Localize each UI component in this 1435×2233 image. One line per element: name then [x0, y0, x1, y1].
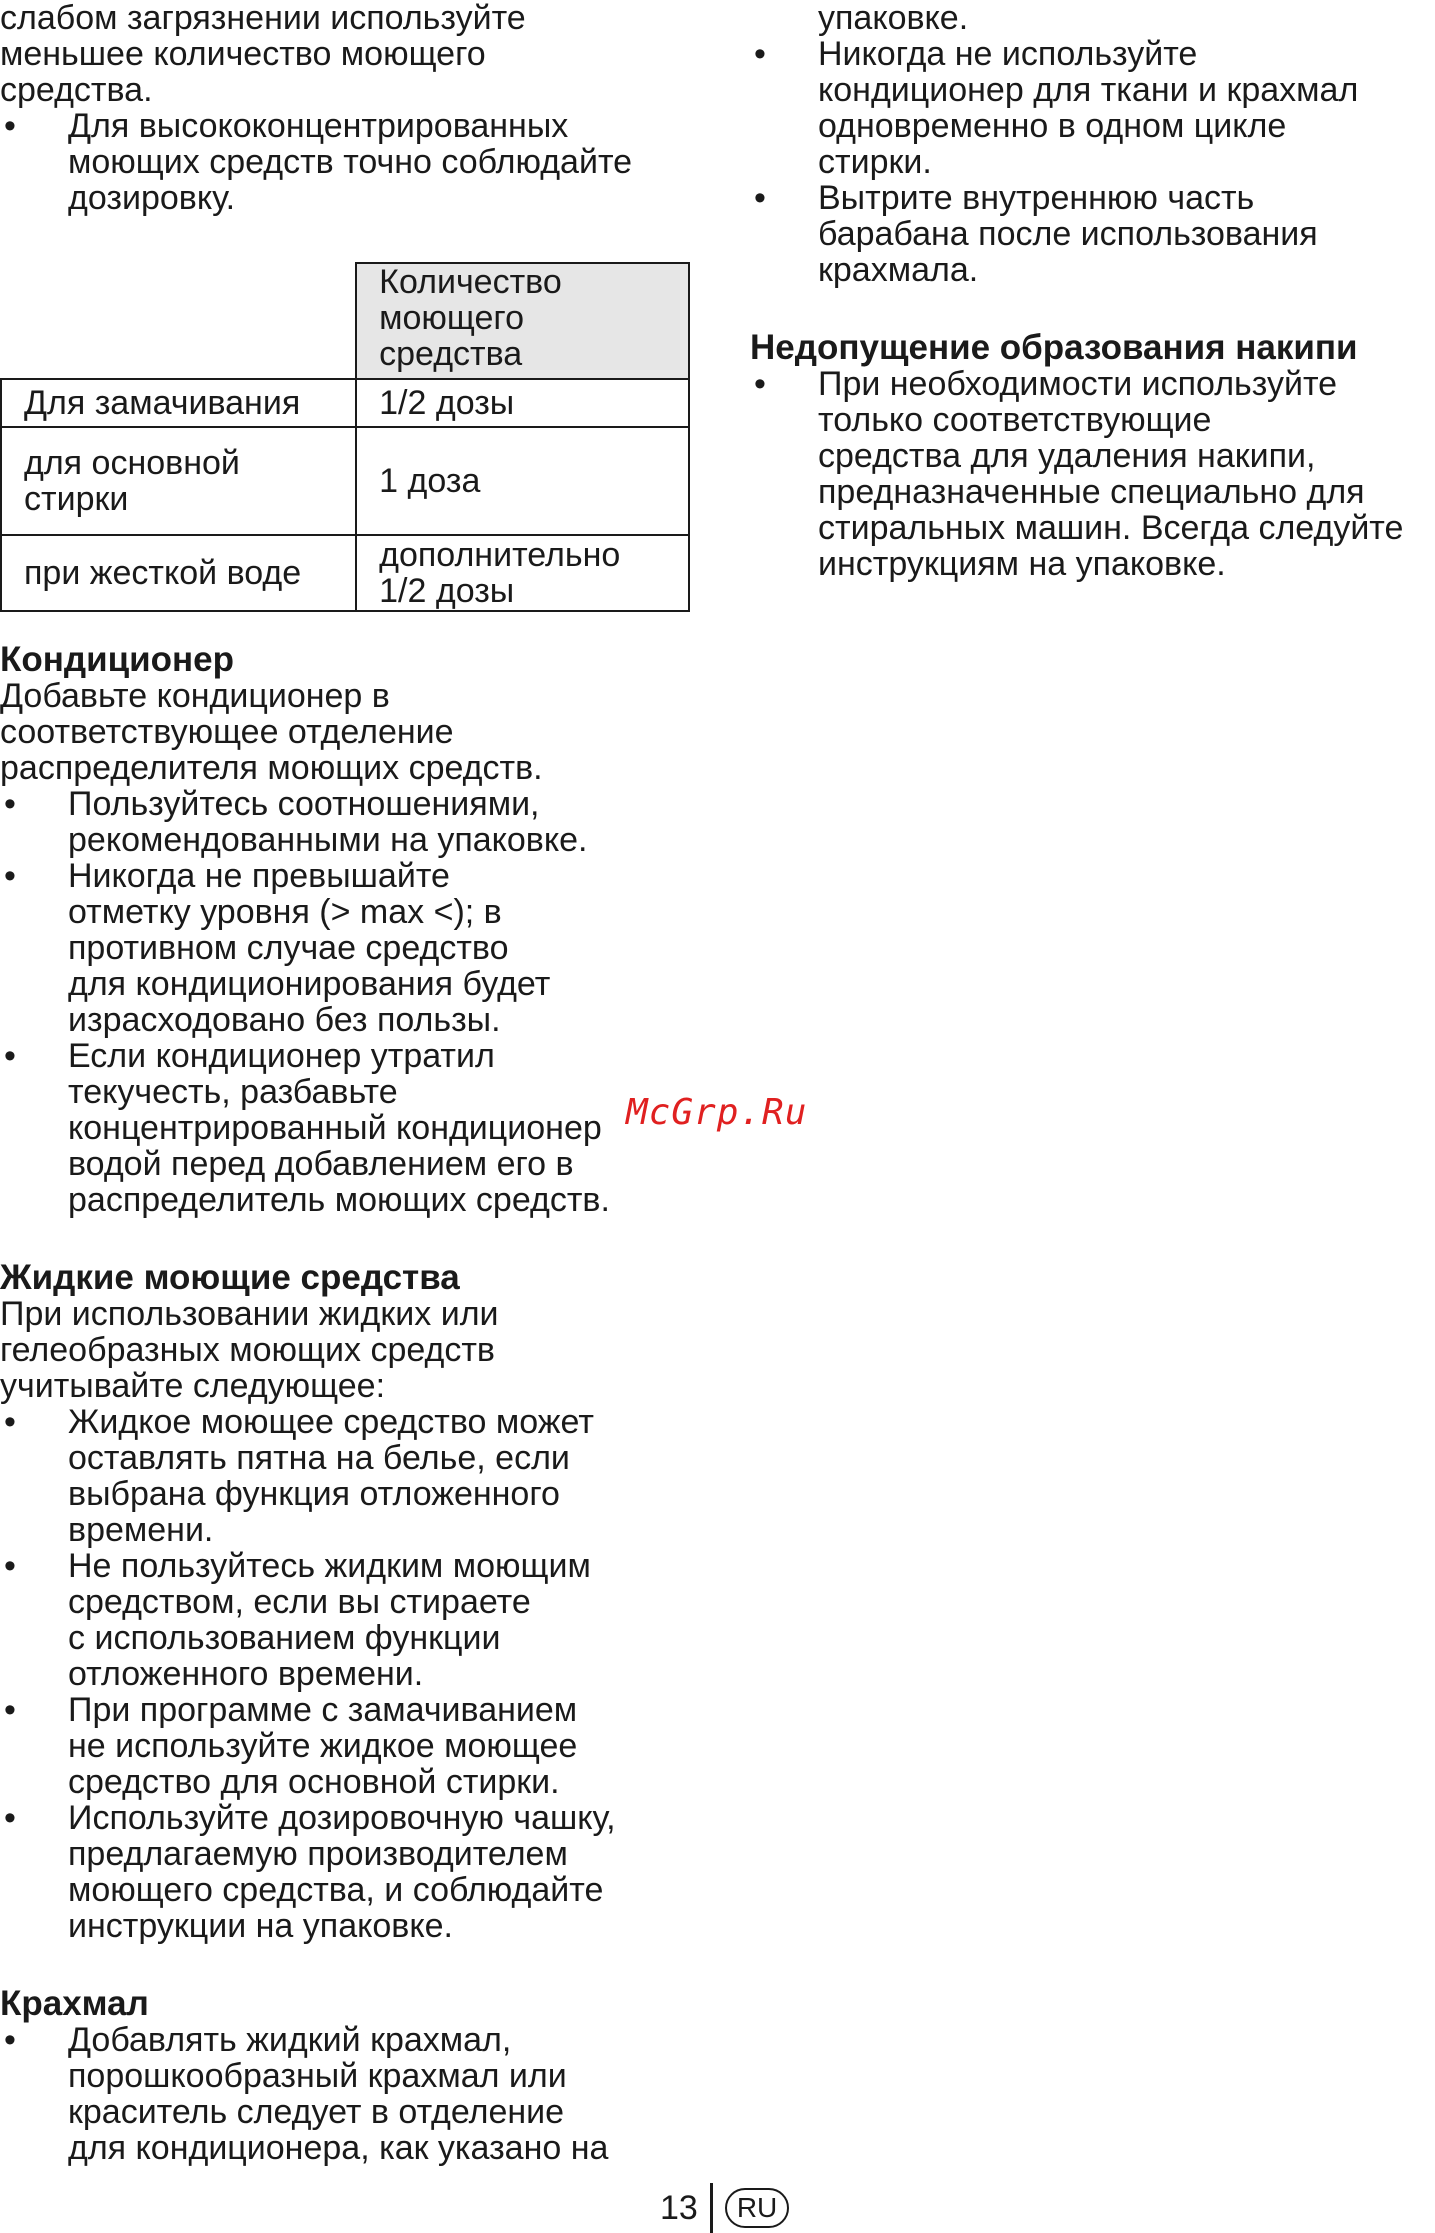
- table-header-row: [1, 263, 689, 379]
- bullet-list: [0, 2022, 690, 2166]
- list-item: • Используйте дозировочную чашку, предлагаемую производителем моющего средства, и соблюдайте инструкции на упаковке.: [0, 1800, 690, 1944]
- dosage-table: [0, 262, 690, 612]
- list-item: • Для высококонцентрированных моющих средств точно соблюдайте дозировку.: [0, 108, 690, 216]
- table-row-label: для основной стирки: [1, 427, 356, 535]
- table-row-value: дополнительно 1/2 дозы: [356, 535, 689, 611]
- section-starch: [0, 1986, 690, 2166]
- continued-text: упаковке.: [818, 0, 969, 37]
- section-intro: Добавьте кондиционер в соответствующее отделение распределителя моющих средств.: [0, 677, 543, 787]
- section-title: Крахмал: [0, 1984, 149, 2023]
- bullet-list: [0, 786, 690, 1218]
- intro-bullet-list: [0, 108, 690, 216]
- page-number: 13: [660, 2189, 698, 2227]
- bullet-list: [0, 1404, 690, 1944]
- table-row: [1, 379, 689, 427]
- table-corner-cell: [1, 263, 356, 379]
- table-row-label: Для замачивания: [1, 379, 356, 427]
- list-item: • Жидкое моющее средство может оставлять пятна на белье, если выбрана функция отложенного времени.: [0, 1404, 690, 1548]
- list-item: • Добавлять жидкий крахмал, порошкообразный крахмал или краситель следует в отделение для кондиционера, как указано на: [0, 2022, 690, 2166]
- section-title: Недопущение образования накипи: [750, 328, 1358, 367]
- table-row-value: 1 доза: [356, 427, 689, 535]
- language-badge: RU: [725, 2188, 789, 2228]
- section-title: Кондиционер: [0, 640, 235, 679]
- intro-paragraph: слабом загрязнении используйте меньшее количество моющего средства.: [0, 0, 526, 109]
- table-row: [1, 535, 689, 611]
- list-item: • Если кондиционер утратил текучесть, разбавьте концентрированный кондиционер водой перед добавлением его в распределитель моющих средств.: [0, 1038, 690, 1218]
- section-liquid-detergents: [0, 1260, 690, 1944]
- section-intro: При использовании жидких или гелеобразных моющих средств учитывайте следующее:: [0, 1295, 499, 1405]
- list-item: • Пользуйтесь соотношениями, рекомендованными на упаковке.: [0, 786, 690, 858]
- watermark: McGrp.Ru: [626, 1092, 808, 1133]
- table-header-cell: Количество моющего средства: [356, 263, 689, 379]
- left-column: [0, 0, 690, 2166]
- section-limescale: [750, 330, 1435, 582]
- section-title: Жидкие моющие средства: [0, 1258, 460, 1297]
- list-item: • При необходимости используйте только соответствующие средства для удаления накипи, предназначенные специально для стиральных машин. Всегда следуйте инструкциям на упаковке.: [750, 366, 1435, 582]
- list-item: • Не пользуйтесь жидким моющим средством, если вы стираете с использованием функции отложенного времени.: [0, 1548, 690, 1692]
- bullet-list: [750, 36, 1435, 288]
- section-conditioner: [0, 642, 690, 1218]
- table-row: [1, 427, 689, 535]
- right-column: [750, 0, 1435, 582]
- list-item: • Никогда не превышайте отметку уровня (> max <); в противном случае средство для кондиционирования будет израсходовано без пользы.: [0, 858, 690, 1038]
- table-row-value: 1/2 дозы: [356, 379, 689, 427]
- footer-divider: [710, 2183, 713, 2233]
- bullet-list: [750, 366, 1435, 582]
- list-item: • Вытрите внутреннюю часть барабана после использования крахмала.: [750, 180, 1435, 288]
- table-row-label: при жесткой воде: [1, 535, 356, 611]
- page-footer: [660, 2183, 789, 2233]
- list-item: • При программе с замачиванием не используйте жидкое моющее средство для основной стирки.: [0, 1692, 690, 1800]
- list-item: • Никогда не используйте кондиционер для ткани и крахмал одновременно в одном цикле стирки.: [750, 36, 1435, 180]
